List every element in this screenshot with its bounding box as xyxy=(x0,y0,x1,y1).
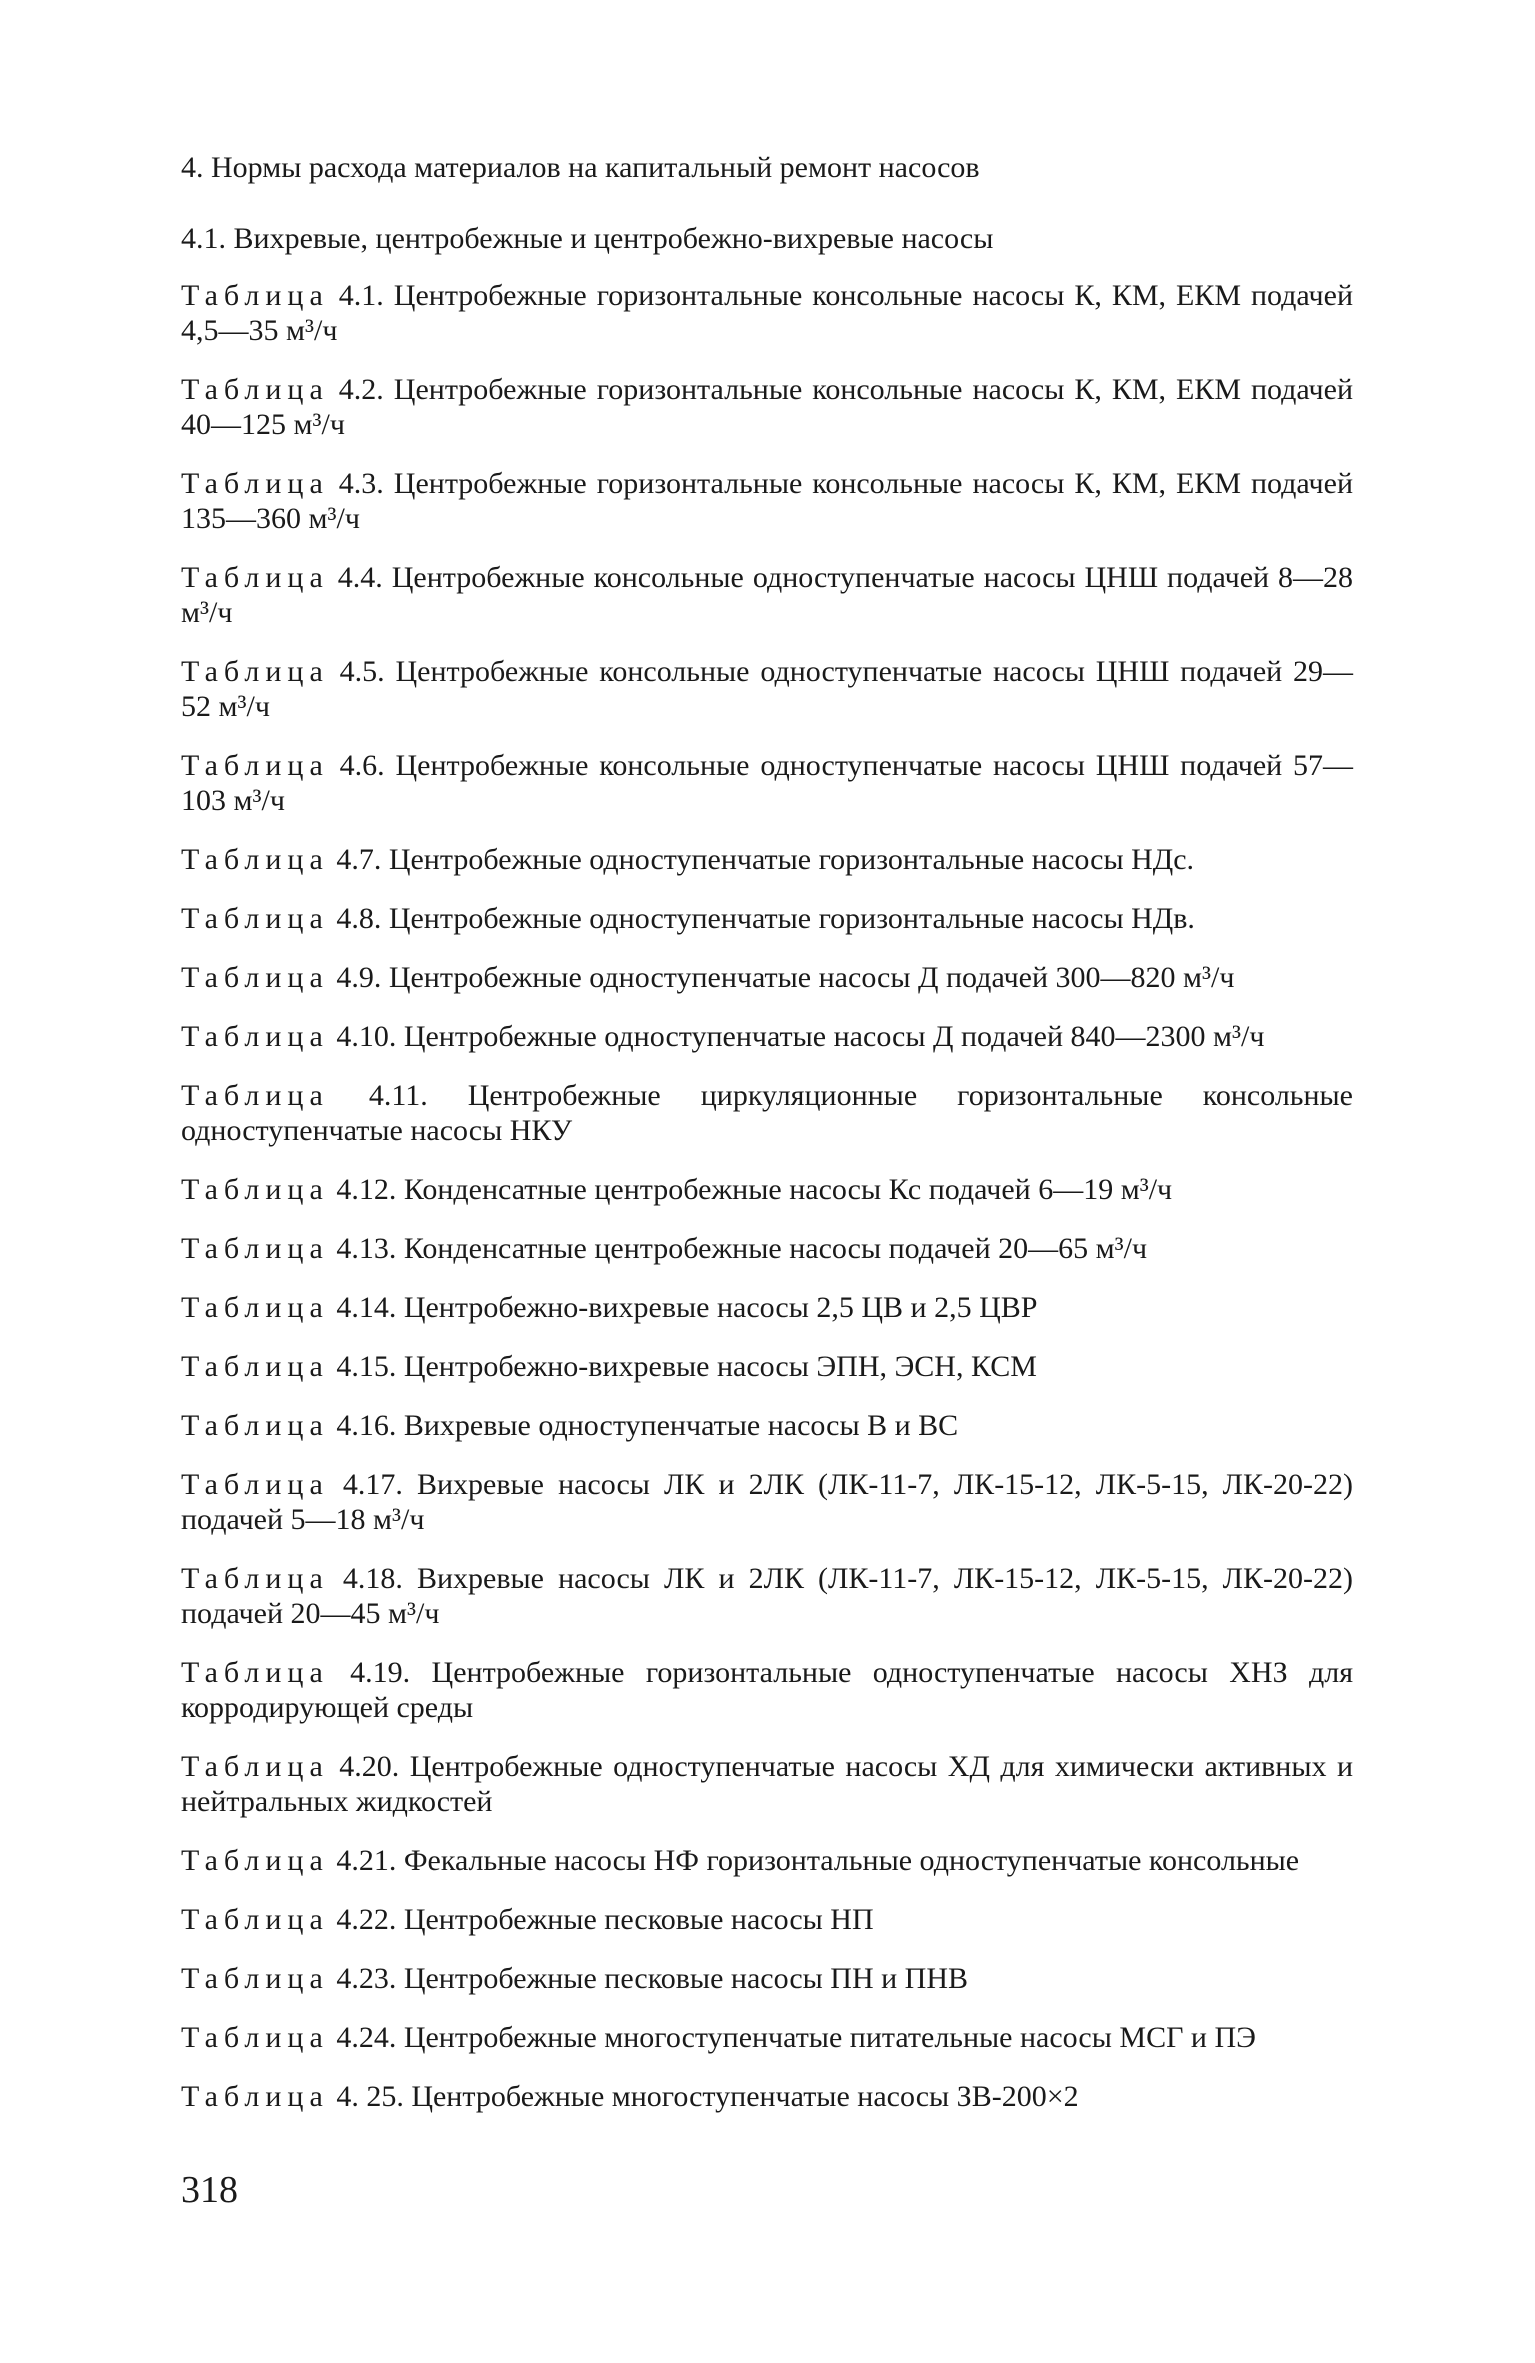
table-title: Центробежные одноступенчатые насосы Д подачей 300—820 м³/ч xyxy=(388,961,1235,994)
table-entry xyxy=(181,842,1353,877)
table-label: Таблица xyxy=(181,1468,329,1501)
table-title: Центробежные одноступенчатые горизонтальные насосы НДс. xyxy=(388,843,1195,876)
table-number: 4.21. xyxy=(336,1844,397,1877)
table-label: Таблица xyxy=(181,1350,329,1383)
table-number: 4.3. xyxy=(338,467,384,500)
table-number: 4.17. xyxy=(342,1468,403,1501)
table-title: Центробежные горизонтальные одноступенчатые насосы ХНЗ для корродирующей среды xyxy=(181,1656,1354,1724)
table-number: 4.7. xyxy=(336,843,382,876)
table-label: Таблица xyxy=(181,2080,329,2113)
page-number: 318 xyxy=(181,2169,238,2211)
table-label: Таблица xyxy=(181,1079,329,1112)
table-label: Таблица xyxy=(181,373,329,406)
table-title: Конденсатные центробежные насосы Кс подачей 6—19 м³/ч xyxy=(403,1173,1173,1206)
table-number: 4.16. xyxy=(336,1409,397,1442)
table-number: 4.22. xyxy=(336,1903,397,1936)
table-label: Таблица xyxy=(181,1409,329,1442)
table-title: Центробежные одноступенчатые насосы ХД для химически активных и нейтральных жидкостей xyxy=(181,1750,1354,1818)
table-title: Фекальные насосы НФ горизонтальные одноступенчатые консольные xyxy=(403,1844,1300,1877)
table-label: Таблица xyxy=(181,1903,329,1936)
table-entry xyxy=(181,466,1353,536)
table-entry xyxy=(181,1655,1353,1725)
table-number: 4.4. xyxy=(337,561,383,594)
table-title: Центробежные песковые насосы ПН и ПНВ xyxy=(403,1962,969,1995)
table-label: Таблица xyxy=(181,2021,329,2054)
table-entry xyxy=(181,560,1353,630)
table-title: Центробежные консольные одноступенчатые насосы ЦНШ подачей 57—103 м³/ч xyxy=(181,749,1354,817)
table-title: Вихревые одноступенчатые насосы В и ВС xyxy=(403,1409,959,1442)
table-title: Центробежные песковые насосы НП xyxy=(403,1903,874,1936)
table-entry xyxy=(181,1749,1353,1819)
table-entry xyxy=(181,1349,1353,1384)
table-title: Центробежно-вихревые насосы 2,5 ЦВ и 2,5 ЦВР xyxy=(403,1291,1038,1324)
table-title: Центробежные многоступенчатые насосы ЗВ-200×2 xyxy=(411,2080,1079,2113)
table-number: 4. 25. xyxy=(336,2080,404,2113)
table-number: 4.19. xyxy=(350,1656,411,1689)
table-entry xyxy=(181,2020,1353,2055)
table-label: Таблица xyxy=(181,1173,329,1206)
table-number: 4.11. xyxy=(368,1079,428,1112)
table-label: Таблица xyxy=(181,1291,329,1324)
table-number: 4.20. xyxy=(339,1750,400,1783)
table-title: Центробежные горизонтальные консольные насосы К, КМ, ЕКМ подачей 40—125 м³/ч xyxy=(181,373,1354,441)
table-title: Вихревые насосы ЛК и 2ЛК (ЛК-11-7, ЛК-15-12, ЛК-5-15, ЛК-20-22) подачей 20—45 м³/ч xyxy=(181,1562,1353,1630)
table-label: Таблица xyxy=(181,279,329,312)
table-number: 4.18. xyxy=(342,1562,403,1595)
table-title: Центробежные консольные одноступенчатые насосы ЦНШ подачей 8—28 м³/ч xyxy=(181,561,1354,629)
table-title: Центробежные одноступенчатые горизонтальные насосы НДв. xyxy=(388,902,1195,935)
page-content xyxy=(181,150,1353,2138)
table-title: Конденсатные центробежные насосы подачей 20—65 м³/ч xyxy=(403,1232,1148,1265)
table-label: Таблица xyxy=(181,467,329,500)
subsection-title: 4.1. Вихревые, центробежные и центробежно-вихревые насосы xyxy=(181,222,994,255)
table-label: Таблица xyxy=(181,843,329,876)
table-label: Таблица xyxy=(181,1962,329,1995)
table-entry xyxy=(181,1231,1353,1266)
table-entry xyxy=(181,1078,1353,1148)
table-entry xyxy=(181,1961,1353,1996)
table-number: 4.23. xyxy=(336,1962,397,1995)
table-label: Таблица xyxy=(181,561,329,594)
table-number: 4.10. xyxy=(336,1020,397,1053)
table-number: 4.24. xyxy=(336,2021,397,2054)
table-entry xyxy=(181,1408,1353,1443)
table-number: 4.2. xyxy=(338,373,384,406)
table-title: Центробежные циркуляционные горизонтальные консольные одноступенчатые насосы НКУ xyxy=(181,1079,1353,1147)
table-entry xyxy=(181,901,1353,936)
table-entry xyxy=(181,372,1353,442)
table-label: Таблица xyxy=(181,1562,329,1595)
table-entry xyxy=(181,748,1353,818)
table-entry xyxy=(181,1902,1353,1937)
table-entry xyxy=(181,1843,1353,1878)
table-number: 4.12. xyxy=(336,1173,397,1206)
table-entry xyxy=(181,1172,1353,1207)
table-number: 4.15. xyxy=(336,1350,397,1383)
table-label: Таблица xyxy=(181,655,329,688)
table-entry xyxy=(181,1019,1353,1054)
table-title: Центробежно-вихревые насосы ЭПН, ЭСН, КСМ xyxy=(403,1350,1037,1383)
table-number: 4.13. xyxy=(336,1232,397,1265)
table-label: Таблица xyxy=(181,1844,329,1877)
table-title: Центробежные горизонтальные консольные насосы К, КМ, ЕКМ подачей 135—360 м³/ч xyxy=(181,467,1354,535)
table-number: 4.1. xyxy=(338,279,384,312)
table-title: Центробежные многоступенчатые питательные насосы МСГ и ПЭ xyxy=(403,2021,1256,2054)
table-entry xyxy=(181,960,1353,995)
table-list xyxy=(181,278,1353,2114)
table-label: Таблица xyxy=(181,749,329,782)
table-label: Таблица xyxy=(181,1656,329,1689)
table-number: 4.5. xyxy=(339,655,385,688)
section-title: 4. Нормы расхода материалов на капитальный ремонт насосов xyxy=(181,151,980,184)
table-entry xyxy=(181,1467,1353,1537)
table-label: Таблица xyxy=(181,1020,329,1053)
table-title: Центробежные одноступенчатые насосы Д подачей 840—2300 м³/ч xyxy=(403,1020,1265,1053)
table-title: Вихревые насосы ЛК и 2ЛК (ЛК-11-7, ЛК-15-12, ЛК-5-15, ЛК-20-22) подачей 5—18 м³/ч xyxy=(181,1468,1353,1536)
table-entry xyxy=(181,2079,1353,2114)
table-entry xyxy=(181,1561,1353,1631)
table-entry xyxy=(181,278,1353,348)
table-label: Таблица xyxy=(181,1232,329,1265)
table-number: 4.8. xyxy=(336,902,382,935)
table-number: 4.6. xyxy=(339,749,385,782)
table-title: Центробежные горизонтальные консольные насосы К, КМ, ЕКМ подачей 4,5—35 м³/ч xyxy=(181,279,1354,347)
table-number: 4.9. xyxy=(336,961,382,994)
table-entry xyxy=(181,1290,1353,1325)
table-title: Центробежные консольные одноступенчатые насосы ЦНШ подачей 29—52 м³/ч xyxy=(181,655,1354,723)
table-label: Таблица xyxy=(181,902,329,935)
table-number: 4.14. xyxy=(336,1291,397,1324)
table-entry xyxy=(181,654,1353,724)
table-label: Таблица xyxy=(181,961,329,994)
table-label: Таблица xyxy=(181,1750,329,1783)
